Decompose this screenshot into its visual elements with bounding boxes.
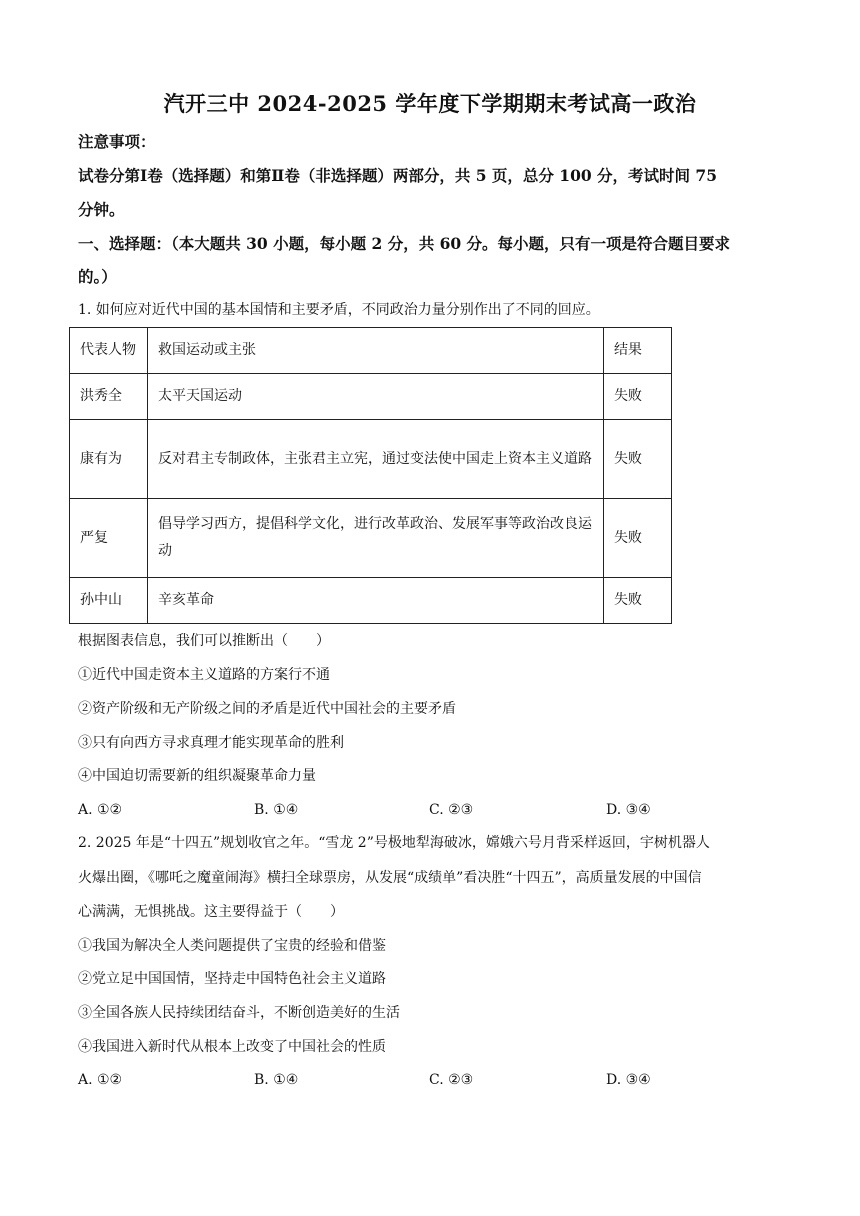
option-a[interactable]: A. ①②	[78, 1072, 123, 1088]
question-1-prompt: 根据图表信息，我们可以推断出（ ）	[78, 633, 330, 649]
option-b[interactable]: B. ①④	[254, 802, 299, 818]
notice-line-1: 试卷分第Ⅰ卷（选择题）和第Ⅱ卷（非选择题）两部分，共 5 页，总分 100 分，考试时间 75	[78, 166, 718, 185]
question-1-item: ④中国迫切需要新的组织凝聚革命力量	[78, 768, 316, 784]
section-heading-line-1: 一、选择题：（本大题共 30 小题，每小题 2 分，共 60 分。每小题，只有一项是符合题目要求	[78, 234, 731, 253]
question-1-item: ③只有向西方寻求真理才能实现革命的胜利	[78, 735, 344, 751]
table-row	[70, 420, 672, 499]
option-b[interactable]: B. ①④	[254, 1072, 299, 1088]
table-cell-content: 太平天国运动	[148, 374, 604, 420]
question-2-stem-line-2: 火爆出圈，《哪吒之魔童闹海》横扫全球票房，从发展“成绩单”看决胜“十四五”，高质量发展的中国信	[78, 870, 702, 886]
table-cell-result: 失败	[604, 578, 672, 624]
table-cell-content: 倡导学习西方，提倡科学文化，进行改革政治、发展军事等政治改良运动	[148, 499, 604, 578]
question-2-stem-line-1: 2. 2025 年是“十四五”规划收官之年。“雪龙 2”号极地犁海破冰，嫦娥六号月背采样返回，宇树机器人	[78, 835, 710, 851]
option-a[interactable]: A. ①②	[78, 802, 123, 818]
table-header-cell: 救国运动或主张	[148, 328, 604, 374]
question-2-item: ④我国进入新时代从根本上改变了中国社会的性质	[78, 1039, 386, 1055]
table-cell-content: 辛亥革命	[148, 578, 604, 624]
question-1-item: ②资产阶级和无产阶级之间的矛盾是近代中国社会的主要矛盾	[78, 701, 456, 717]
table-cell-content: 反对君主专制政体，主张君主立宪，通过变法使中国走上资本主义道路	[148, 420, 604, 499]
option-d[interactable]: D. ③④	[606, 1072, 651, 1088]
table-cell-result: 失败	[604, 499, 672, 578]
table-row	[70, 578, 672, 624]
question-2-item: ②党立足中国国情，坚持走中国特色社会主义道路	[78, 971, 386, 987]
section-heading-line-2: 的。）	[78, 267, 117, 286]
option-c[interactable]: C. ②③	[429, 802, 474, 818]
table-cell-person: 洪秀全	[70, 374, 148, 420]
question-1-item: ①近代中国走资本主义道路的方案行不通	[78, 667, 330, 683]
option-d[interactable]: D. ③④	[606, 802, 651, 818]
notice-heading: 注意事项：	[78, 132, 156, 151]
table-cell-person: 孙中山	[70, 578, 148, 624]
question-1-table	[69, 327, 672, 624]
table-cell-result: 失败	[604, 374, 672, 420]
table-cell-person: 康有为	[70, 420, 148, 499]
table-header-row	[70, 328, 672, 374]
option-c[interactable]: C. ②③	[429, 1072, 474, 1088]
question-2-stem-line-3: 心满满，无惧挑战。这主要得益于（ ）	[78, 904, 344, 920]
table-row	[70, 499, 672, 578]
question-2-item: ①我国为解决全人类问题提供了宝贵的经验和借鉴	[78, 938, 386, 954]
table-row	[70, 374, 672, 420]
table-header-cell: 代表人物	[70, 328, 148, 374]
table-header-cell: 结果	[604, 328, 672, 374]
table-cell-result: 失败	[604, 420, 672, 499]
question-2-item: ③全国各族人民持续团结奋斗，不断创造美好的生活	[78, 1005, 400, 1021]
table-cell-person: 严复	[70, 499, 148, 578]
notice-line-2: 分钟。	[78, 200, 125, 219]
question-1-stem: 1. 如何应对近代中国的基本国情和主要矛盾，不同政治力量分别作出了不同的回应。	[78, 302, 600, 318]
exam-title: 汽开三中 2024-2025 学年度下学期期末考试高一政治	[163, 91, 697, 116]
